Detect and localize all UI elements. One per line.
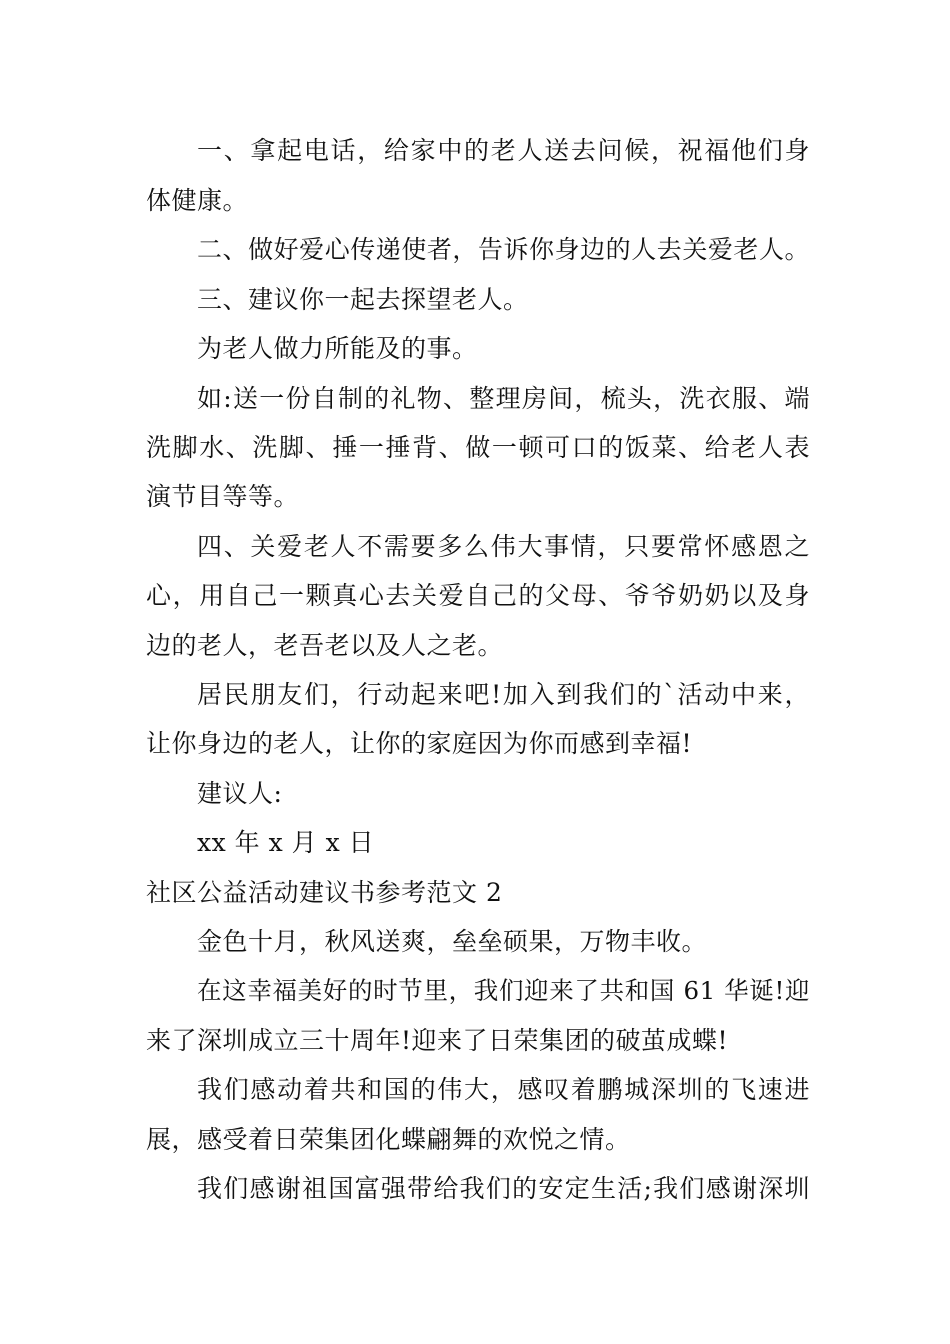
paragraph-line: 二、做好爱心传递使者，告诉你身边的人去关爱老人。 [197, 235, 810, 264]
paragraph-line: 四、关爱老人不需要多么伟大事情，只要常怀感恩之 [197, 532, 810, 561]
signature-label: 建议人: [197, 779, 283, 808]
paragraph-line: 三、建议你一起去探望老人。 [197, 285, 529, 314]
paragraph-line: 我们感动着共和国的伟大，感叹着鹏城深圳的飞速进 [197, 1075, 810, 1104]
paragraph-line: 为老人做力所能及的事。 [197, 334, 478, 363]
date-line: xx 年 x 月 x 日 [197, 828, 375, 857]
paragraph-line: 来了深圳成立三十周年!迎来了日荣集团的破茧成蝶! [146, 1026, 729, 1055]
paragraph-line: 一、拿起电话，给家中的老人送去问候，祝福他们身 [197, 136, 810, 165]
paragraph-line: 居民朋友们，行动起来吧!加入到我们的`活动中来， [197, 680, 810, 709]
paragraph-line: 让你身边的老人，让你的家庭因为你而感到幸福! [146, 729, 693, 758]
paragraph-line: 我们感谢祖国富强带给我们的安定生活;我们感谢深圳 [197, 1174, 810, 1203]
section-title: 社区公益活动建议书参考范文 2 [146, 878, 503, 907]
paragraph-line: 洗脚水、洗脚、捶一捶背、做一顿可口的饭菜、给老人表 [146, 433, 810, 462]
paragraph-line: 在这幸福美好的时节里，我们迎来了共和国 61 华诞!迎 [197, 976, 810, 1005]
paragraph-line: 展，感受着日荣集团化蝶翩舞的欢悦之情。 [146, 1125, 631, 1154]
paragraph-line: 金色十月，秋风送爽，垒垒硕果，万物丰收。 [197, 927, 708, 956]
paragraph-line: 心，用自己一颗真心去关爱自己的父母、爷爷奶奶以及身 [146, 581, 810, 610]
paragraph-line: 演节目等等。 [146, 482, 300, 511]
paragraph-line: 边的老人，老吾老以及人之老。 [146, 631, 504, 660]
paragraph-line: 体健康。 [146, 186, 249, 215]
paragraph-line: 如:送一份自制的礼物、整理房间，梳头，洗衣服、端 [197, 384, 810, 413]
